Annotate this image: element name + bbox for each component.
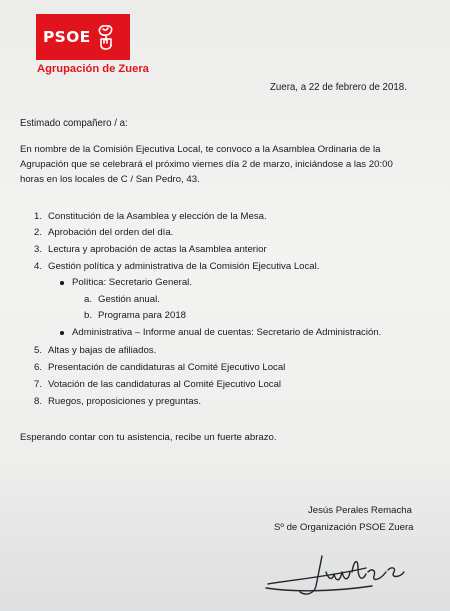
agenda-number: 7. <box>33 379 42 390</box>
agenda-text: Votación de las candidaturas al Comité Ejecutivo Local <box>48 379 282 390</box>
agenda-text: Constitución de la Asamblea y elección de la Mesa. <box>48 211 267 222</box>
intro-paragraph <box>20 143 426 187</box>
intro-line: Agrupación que se celebrará el próximo viernes día 2 de marzo, iniciándose a las 20:00 <box>20 158 393 170</box>
logo-text: PSOE <box>43 28 91 46</box>
greeting: Estimado compañero / a: <box>20 118 128 129</box>
agenda-text: Ruegos, proposiciones y preguntas. <box>48 396 202 407</box>
agenda-number: 6. <box>33 362 42 373</box>
agenda-number: 3. <box>33 244 42 255</box>
agenda-text: Lectura y aprobación de actas la Asamblea anterior <box>48 244 267 255</box>
agenda-number: 4. <box>33 261 42 272</box>
agenda-text: Gestión política y administrativa de la Comisión Ejecutiva Local. <box>48 261 320 272</box>
agenda-letter: a. <box>83 294 92 305</box>
agenda-number: 2. <box>33 227 42 238</box>
letter-date: Zuera, a 22 de febrero de 2018. <box>270 82 407 93</box>
agenda-text: Altas y bajas de afiliados. <box>48 345 157 356</box>
intro-line: horas en los locales de C / San Pedro, 43. <box>20 173 200 185</box>
intro-line: En nombre de la Comisión Ejecutiva Local, te convoco a la Asamblea Ordinaria de la <box>20 144 381 155</box>
signature-role: Sº de Organización PSOE Zuera <box>274 522 414 533</box>
closing-line: Esperando contar con tu asistencia, recibe un fuerte abrazo. <box>20 432 277 443</box>
agenda-letter: b. <box>83 310 92 321</box>
bullet-dot <box>60 281 64 285</box>
agenda-text: Administrativa – Informe anual de cuentas: Secretario de Administración. <box>72 327 382 338</box>
agenda-text: Aprobación del orden del día. <box>48 227 174 238</box>
agenda-number: 5. <box>33 345 42 356</box>
handwritten-signature <box>262 542 412 602</box>
agenda-number: 8. <box>33 396 42 407</box>
agenda-text: Gestión anual. <box>98 294 160 305</box>
agenda-text: Programa para 2018 <box>98 310 186 321</box>
bullet-dot <box>60 331 64 335</box>
agenda-text: Presentación de candidaturas al Comité Ejecutivo Local <box>48 362 286 373</box>
group-name: Agrupación de Zuera <box>37 63 149 75</box>
agenda-number: 1. <box>33 211 42 222</box>
agenda-text: Política: Secretario General. <box>72 277 192 288</box>
signature-name: Jesús Perales Remacha <box>308 505 412 516</box>
fist-and-rose-icon <box>94 22 118 52</box>
psoe-logo <box>36 14 130 60</box>
